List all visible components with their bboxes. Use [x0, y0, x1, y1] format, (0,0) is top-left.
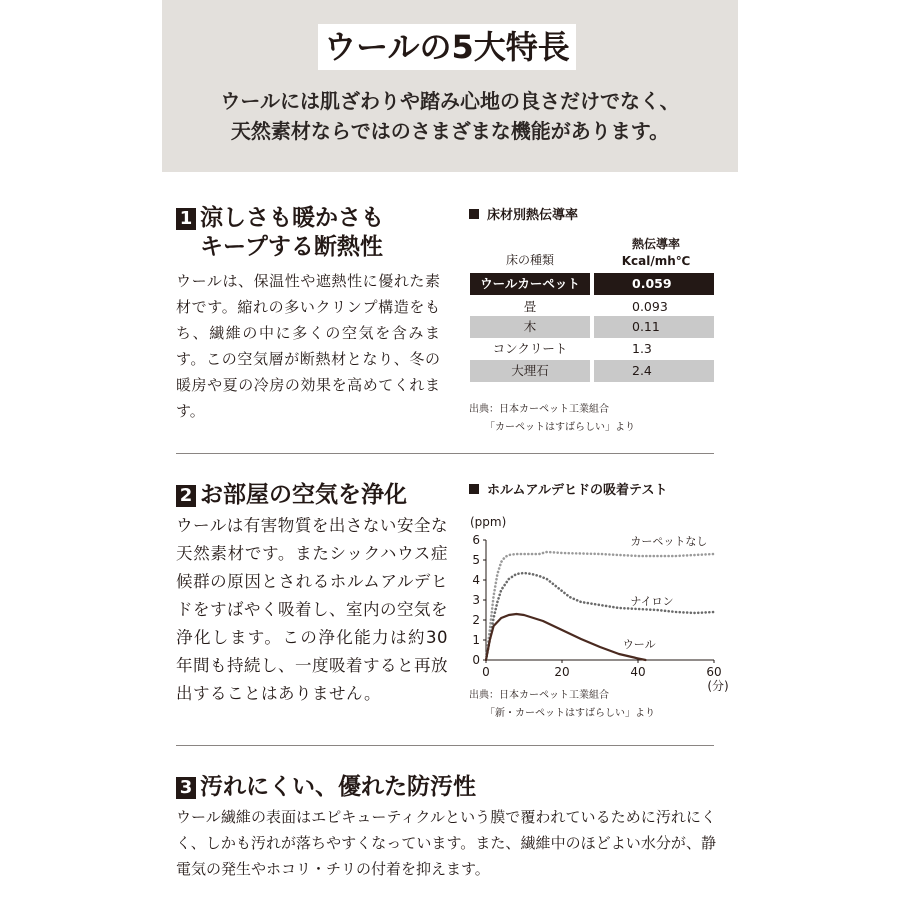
intro-line-2: 天然素材ならではのさまざまな機能があります。: [230, 119, 670, 143]
line-chart: [460, 508, 730, 698]
table-row-value: 0.093: [632, 299, 668, 314]
x-axis-label: (分): [707, 679, 729, 693]
y-tick-label: 4: [472, 573, 480, 587]
section3-body: ウール繊維の表面はエピキューティクルという膜で覆われているために汚れにくく、しかも汚れが落ちやすくなっています。また、繊維中のほどよい水分が、静電気の発生やホコリ・チリの付着を抑えます。: [176, 808, 716, 878]
section1-title-line2: キープする断熱性: [200, 234, 383, 260]
table-title: 床材別熱伝導率: [469, 207, 578, 225]
chart-source-line2: 「新・カーペットはすばらしい」より: [485, 708, 655, 719]
series-line-2: [486, 614, 646, 660]
table-col2-header-line1: 熱伝導率: [631, 237, 680, 251]
intro-line-1: ウールには肌ざわりや踏み心地の良さだけでなく、: [220, 89, 680, 113]
divider: [176, 745, 714, 746]
section3-number: 3: [176, 777, 196, 799]
y-tick-label: 1: [472, 633, 480, 647]
section1-number: 1: [176, 208, 196, 230]
y-tick-label: 5: [472, 553, 480, 567]
table-row-name: 木: [470, 316, 590, 338]
section1-title-line1: 涼しさも暖かさも: [200, 205, 384, 231]
series-label: ナイロン: [630, 595, 674, 608]
table-source-line1: 出典：日本カーペット工業組合: [469, 404, 609, 415]
page-title: ウールの5大特長: [324, 28, 570, 66]
table-row-value: 1.3: [632, 341, 652, 356]
table-row-name: 大理石: [470, 360, 590, 382]
section3-title: 3 汚れにくい、優れた防汚性: [176, 772, 476, 802]
series-line-0: [486, 552, 714, 660]
y-tick-label: 2: [472, 613, 480, 627]
chart-title: ホルムアルデヒドの吸着テスト: [469, 482, 667, 500]
table-row-value: 2.4: [594, 360, 714, 382]
square-bullet-icon: [469, 484, 479, 494]
table-row-name: ウールカーペット: [470, 273, 590, 295]
divider: [176, 453, 714, 454]
x-tick-label: 40: [630, 665, 646, 679]
series-label: カーペットなし: [630, 535, 708, 548]
x-tick-label: 60: [706, 665, 722, 679]
series-label: ウール: [622, 638, 656, 651]
y-axis-label: (ppm): [470, 515, 507, 529]
table-source-line2: 「カーペットはすばらしい」より: [485, 422, 635, 433]
section2-body: ウールは有害物質を出さない安全な天然素材です。またシックハウス症候群の原因とされるホルムアルデヒドをすばやく吸着し、室内の空気を浄化します。この浄化能力は約30年間も持続し、一度吸着すると再放出することはありません。: [176, 516, 448, 703]
table-col2-header-line2: Kcal/mh℃: [621, 254, 691, 268]
y-tick-label: 3: [472, 593, 480, 607]
x-tick-label: 0: [482, 665, 490, 679]
table-row-name: コンクリート: [492, 341, 568, 356]
section1-title: [176, 203, 384, 233]
table-row-name: 畳: [523, 299, 537, 314]
x-tick-label: 20: [554, 665, 570, 679]
section2-number: 2: [176, 485, 196, 507]
square-bullet-icon: [469, 209, 479, 219]
chart-source-line1: 出典：日本カーペット工業組合: [469, 690, 609, 701]
y-tick-label: 6: [472, 533, 480, 547]
table-row-value: 0.11: [594, 316, 714, 338]
section1-body: ウールは、保温性や遮熱性に優れた素材です。縮れの多いクリンプ構造をもち、繊維の中に多くの空気を含みます。この空気層が断熱材となり、冬の暖房や夏の冷房の効果を高めてくれます。: [176, 272, 440, 420]
section2-title: 2 お部屋の空気を浄化: [176, 480, 407, 510]
table-row-value: 0.059: [594, 273, 714, 295]
y-tick-label: 0: [472, 653, 480, 667]
table-col1-header: 床の種類: [505, 253, 554, 267]
